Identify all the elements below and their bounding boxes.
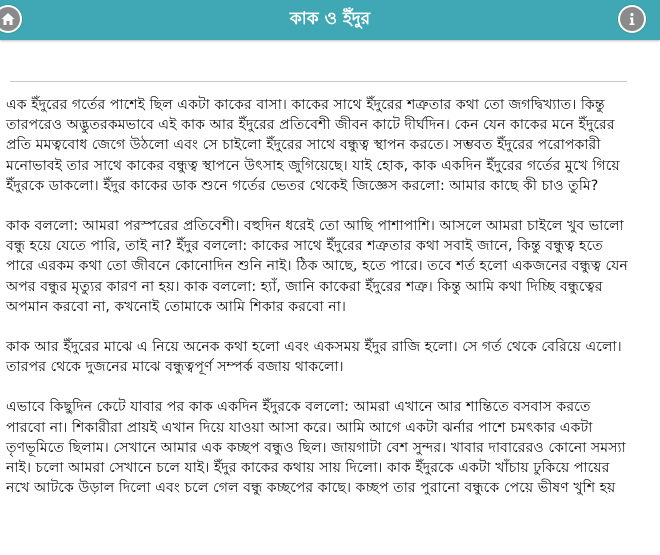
content-divider xyxy=(10,81,627,82)
story-paragraph: এভাবে কিছুদিন কেটে যাবার পর কাক একদিন ইঁদুরকে বললো: আমরা এখানে আর শান্তিতে বসবাস করতে পারবো না। শিকারীরা প্রায়ই এখান দিয়ে যাওয়া আসা করে। আমি আগে একটা ঝর্নার পাশে চমৎকার একটা তৃণভূমিতে ছিলাম। সেখানে আমার এক কচ্ছপ বন্ধুও ছিল। জায়গাটা বেশ সুন্দর। খাবার দাবারেরও কোনো সমস্যা নাই। চলো আমরা সেখানে চলে যাই। ইঁদুর কাকের কথায় সায় দিলো। কাক ইঁদুরকে একটা খাঁচায় ঢুকিয়ে পায়ের নখে আটকে উড়াল দিলো এবং চলে গেল বন্ধু কচ্ছপের কাছে। কচ্ছপ তার পুরানো বন্ধুকে পেয়ে ভীষণ খুশি হয় xyxy=(6,399,626,497)
story-paragraph: কাক আর ইঁদুরের মাঝে এ নিয়ে অনেক কথা হলো এবং একসময় ইঁদুর রাজি হলো। সে গর্ত থেকে বেরিয়ে এলো। তারপর থেকে দুজনের মাঝে বন্ধুত্বপূর্ণ সম্পর্ক বজায় থাকলো। xyxy=(6,339,622,376)
app-header xyxy=(0,0,660,40)
story-paragraph: কাক বললো: আমরা পরস্পরের প্রতিবেশী। বহুদিন ধরেই তো আছি পাশাপাশি। আসলে আমরা চাইলে খুব ভালো বন্ধু হয়ে যেতে পারি, তাই না? ইঁদুর বললো: কাকের সাথে ইঁদুরের শত্রুতার কথা সবাই জানে, কিন্তু বন্ধুত্ব হতে পারে এরকম কথা তো জীবনে কোনোদিন শুনি নাই। ঠিক আছে, হতে পারে। তবে শর্ত হলো একজনের বন্ধুত্ব যেন অপর বন্ধুর মৃত্যুর কারণ না হয়। কাক বললো: হ্যাঁ, জানি কাকেরা ইঁদুরের শত্রু। কিন্তু আমি কথা দিচ্ছি বন্ধুত্বের অপমান করবো না, কখনোই তোমাকে আমি শিকার করবো না। xyxy=(6,218,628,315)
story-paragraph: এক ইঁদুরের গর্তের পাশেই ছিল একটা কাকের বাসা। কাকের সাথে ইঁদুরের শত্রুতার কথা তো জগদ্বিখ্যাত। কিন্তু তারপরেও অদ্ভুতরকমভাবে এই কাক আর ইঁদুরের প্রতিবেশী জীবন কাটে দীর্ঘদিন। কেন যেন কাকের মনে ইঁদুরের প্রতি মমত্ববোধ জেগে উঠলো এবং সে চাইলো ইঁদুরের সাথে বন্ধুত্ব স্থাপন করতে। সম্ভবত ইঁদুরের পরোপকারী মনোভাবই তার সাথে কাকের বন্ধুত্ব স্থাপনে উৎসাহ জুগিয়েছে। যাই হোক, কাক একদিন ইঁদুরের গর্তের মুখে গিয়ে ইঁদুরকে ডাকলো। ইঁদুর কাকের ডাক শুনে গর্তের ভেতর থেকেই জিজ্ঞেস করলো: আমার কাছে কী চাও তুমি? xyxy=(6,97,620,194)
home-icon xyxy=(0,7,20,31)
info-button[interactable] xyxy=(618,5,646,33)
scroll-area[interactable] xyxy=(650,40,660,555)
home-button[interactable] xyxy=(0,5,22,33)
info-icon xyxy=(620,7,644,31)
page-title: কাক ও ইঁদুর xyxy=(289,9,371,29)
story-text xyxy=(6,95,631,518)
